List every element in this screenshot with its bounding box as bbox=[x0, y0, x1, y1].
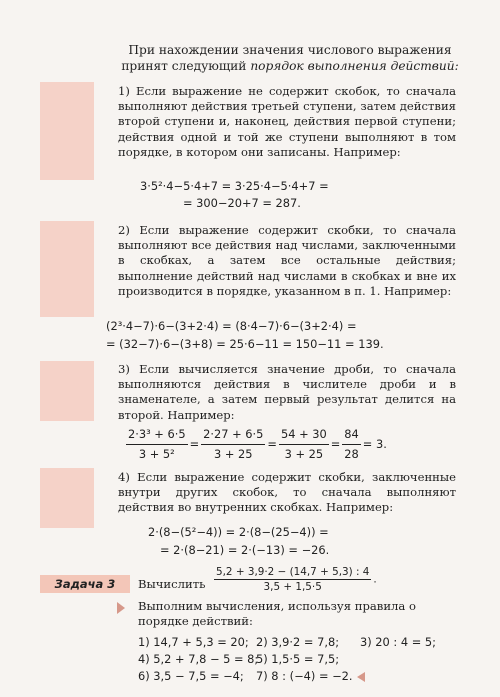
fraction-1-denominator: 3 + 5² bbox=[138, 447, 175, 461]
equals-sign: = bbox=[267, 437, 277, 451]
solution-step: 3) 20 : 4 = 5; bbox=[360, 635, 437, 649]
example-2-line-2: = (32−7)·6−(3+8) = 25·6−11 = 150−11 = 139. bbox=[106, 337, 384, 351]
solution-start-marker-icon bbox=[117, 602, 125, 614]
solution-step: 7) 8 : (−4) = −2. bbox=[256, 669, 353, 683]
rule-1: 1) Если выражение не содержит скобок, то сначала выполняют действия третьей ступени, затем действия второй ступени и, наконец, действия первой ступени; действия одной и той же ступени выполняют в том порядке, в котором они записаны. Например: bbox=[118, 84, 456, 159]
solution-intro: Выполним вычисления, используя правила о порядке действий: bbox=[138, 599, 416, 629]
fraction-1 bbox=[126, 426, 188, 463]
fraction-4-numerator: 84 bbox=[342, 426, 361, 445]
fraction-2-denominator: 3 + 25 bbox=[214, 447, 253, 461]
fraction-2 bbox=[201, 426, 265, 463]
task-badge: Задача 3 bbox=[40, 575, 130, 593]
solution-row bbox=[138, 669, 436, 686]
intro-line-2-prefix: принят следующий bbox=[121, 59, 251, 73]
rule-2: 2) Если выражение содержит скобки, то сначала выполняют все действия над числами, заключенными в скобках, а затем все остальные действия; выполнение действий над числами в скобках и вне их производится в порядке, указанном в п. 1. Например: bbox=[118, 223, 456, 298]
fraction-4-denominator: 28 bbox=[344, 447, 359, 461]
fraction-1-numerator: 2·3³ + 6·5 bbox=[126, 426, 188, 445]
margin-highlight-3 bbox=[40, 361, 94, 421]
example-3-result: = 3. bbox=[362, 437, 387, 451]
intro-text bbox=[120, 42, 460, 74]
margin-highlight-2 bbox=[40, 221, 94, 317]
equals-sign: = bbox=[189, 437, 200, 451]
task-fraction-numerator: 5,2 + 3,9·2 − (14,7 + 5,3) : 4 bbox=[216, 566, 370, 578]
solution-end-marker-icon bbox=[357, 672, 365, 682]
example-3 bbox=[124, 426, 387, 463]
solution-steps bbox=[138, 635, 436, 686]
task-fraction-denominator: 3,5 + 1,5·5 bbox=[263, 581, 322, 593]
equals-sign: = bbox=[330, 437, 341, 451]
fraction-3-numerator: 54 + 30 bbox=[279, 426, 329, 445]
task-instruction: Вычислить bbox=[138, 577, 206, 591]
solution-step: 4) 5,2 + 7,8 − 5 = 8; bbox=[138, 652, 259, 666]
margin-highlight-4 bbox=[40, 468, 94, 528]
example-2-line-1: (2³·4−7)·6−(3+2·4) = (8·4−7)·6−(3+2·4) = bbox=[106, 319, 357, 333]
solution-step: 1) 14,7 + 5,3 = 20; bbox=[138, 635, 249, 649]
example-4-line-2: = 2·(8−21) = 2·(−13) = −26. bbox=[160, 543, 330, 557]
solution-row bbox=[138, 635, 436, 652]
solution-row bbox=[138, 652, 436, 669]
intro-line-1: При нахождении значения числового выражения bbox=[128, 43, 452, 57]
margin-highlight-1 bbox=[40, 82, 94, 180]
fraction-3-denominator: 3 + 25 bbox=[284, 447, 324, 461]
example-1-line-1: 3·5²·4−5·4+7 = 3·25·4−5·4+7 = bbox=[140, 179, 329, 193]
task-fraction bbox=[214, 566, 371, 593]
example-1-line-2: = 300−20+7 = 287. bbox=[183, 196, 301, 210]
rule-3: 3) Если вычисляется значение дроби, то сначала выполняются действия в числителе дроби и в знаменателе, а затем первый результат делится на второй. Например: bbox=[118, 362, 456, 422]
task-period: . bbox=[373, 573, 377, 586]
solution-step: 2) 3,9·2 = 7,8; bbox=[256, 635, 340, 649]
intro-line-2 bbox=[120, 58, 460, 74]
example-4-line-1: 2·(8−(5²−4)) = 2·(8−(25−4)) = bbox=[148, 525, 329, 539]
fraction-3 bbox=[279, 426, 329, 463]
fraction-4 bbox=[342, 426, 361, 463]
rule-4: 4) Если выражение содержит скобки, заключенные внутри других скобок, то сначала выполняют действия во внутренних скобках. Например: bbox=[118, 470, 456, 515]
solution-step: 5) 1,5·5 = 7,5; bbox=[256, 652, 340, 666]
solution-step: 6) 3,5 − 7,5 = −4; bbox=[138, 669, 244, 683]
fraction-2-numerator: 2·27 + 6·5 bbox=[201, 426, 265, 445]
task-expression bbox=[212, 566, 377, 593]
intro-line-2-italic: порядок выполнения действий: bbox=[250, 59, 459, 73]
